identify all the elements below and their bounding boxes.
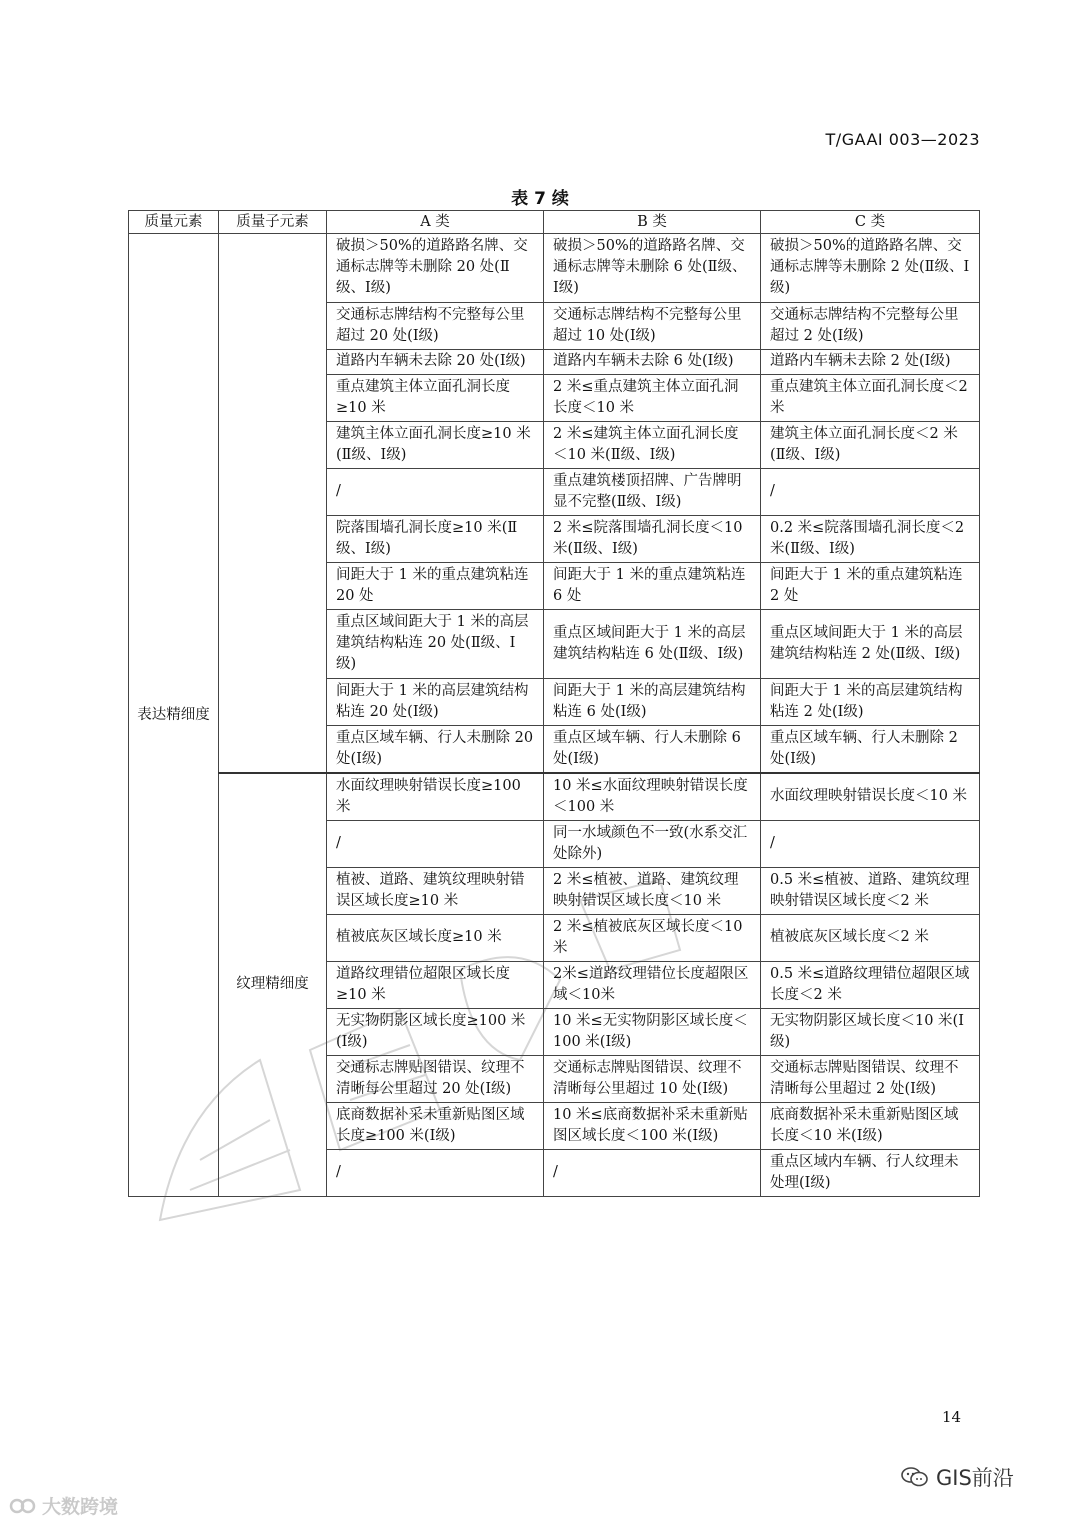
header-class-c: C 类 xyxy=(761,211,980,234)
cell-c: 交通标志牌结构不完整每公里超过 2 处(Ⅰ级) xyxy=(761,302,980,349)
cell-a: 重点区域车辆、行人未删除 20 处(Ⅰ级) xyxy=(327,725,544,773)
cell-b: 10 米≤水面纹理映射错误长度＜100 米 xyxy=(544,773,761,821)
cell-a: 植被、道路、建筑纹理映射错误区域长度≥10 米 xyxy=(327,867,544,914)
cell-a: / xyxy=(327,468,544,515)
cell-c: 0.2 米≤院落围墙孔洞长度＜2 米(Ⅱ级、Ⅰ级) xyxy=(761,515,980,562)
cell-c: 0.5 米≤植被、道路、建筑纹理映射错误区域长度＜2 米 xyxy=(761,867,980,914)
table-header-row xyxy=(129,211,980,234)
cell-c: 间距大于 1 米的重点建筑粘连 2 处 xyxy=(761,562,980,609)
cell-c: 建筑主体立面孔洞长度＜2 米(Ⅱ级、Ⅰ级) xyxy=(761,421,980,468)
header-class-b: B 类 xyxy=(544,211,761,234)
cell-a: 植被底灰区域长度≥10 米 xyxy=(327,914,544,961)
brand-watermark-right xyxy=(900,1462,1014,1492)
cell-c: 重点建筑主体立面孔洞长度＜2 米 xyxy=(761,374,980,421)
cell-a: 道路内车辆未去除 20 处(Ⅰ级) xyxy=(327,349,544,374)
table-row xyxy=(129,234,980,303)
cell-b: 10 米≤底商数据补采未重新贴图区域长度＜100 米(Ⅰ级) xyxy=(544,1102,761,1149)
brand-loop-icon xyxy=(8,1495,38,1517)
cell-c: 底商数据补采未重新贴图区域长度＜10 米(Ⅰ级) xyxy=(761,1102,980,1149)
cell-b: 交通标志牌贴图错误、纹理不清晰每公里超过 10 处(Ⅰ级) xyxy=(544,1055,761,1102)
cell-b: 道路内车辆未去除 6 处(Ⅰ级) xyxy=(544,349,761,374)
cell-b: / xyxy=(544,1149,761,1196)
header-quality-subelement: 质量子元素 xyxy=(219,211,327,234)
cell-b: 重点建筑楼顶招牌、广告牌明显不完整(Ⅱ级、Ⅰ级) xyxy=(544,468,761,515)
cell-a: 交通标志牌贴图错误、纹理不清晰每公里超过 20 处(Ⅰ级) xyxy=(327,1055,544,1102)
cell-b: 间距大于 1 米的重点建筑粘连 6 处 xyxy=(544,562,761,609)
cell-c: / xyxy=(761,468,980,515)
cell-b: 重点区域车辆、行人未删除 6 处(Ⅰ级) xyxy=(544,725,761,773)
cell-a: 院落围墙孔洞长度≥10 米(Ⅱ级、Ⅰ级) xyxy=(327,515,544,562)
cell-c: 交通标志牌贴图错误、纹理不清晰每公里超过 2 处(Ⅰ级) xyxy=(761,1055,980,1102)
cell-a: 间距大于 1 米的高层建筑结构粘连 20 处(Ⅰ级) xyxy=(327,678,544,725)
cell-c: 道路内车辆未去除 2 处(Ⅰ级) xyxy=(761,349,980,374)
cell-b: 重点区域间距大于 1 米的高层建筑结构粘连 6 处(Ⅱ级、Ⅰ级) xyxy=(544,609,761,678)
document-code: T/GAAI 003—2023 xyxy=(825,130,980,149)
cell-a: 底商数据补采未重新贴图区域长度≥100 米(Ⅰ级) xyxy=(327,1102,544,1149)
wechat-icon xyxy=(900,1466,930,1488)
quality-table xyxy=(128,210,980,1197)
cell-c: 重点区域内车辆、行人纹理未处理(Ⅰ级) xyxy=(761,1149,980,1196)
table-row xyxy=(129,773,980,821)
cell-c: 0.5 米≤道路纹理错位超限区域长度＜2 米 xyxy=(761,961,980,1008)
page-number: 14 xyxy=(942,1408,962,1426)
cell-b: 2 米≤重点建筑主体立面孔洞长度＜10 米 xyxy=(544,374,761,421)
texture-subelement-cell: 纹理精细度 xyxy=(219,773,327,1197)
quality-subelement-cell xyxy=(219,234,327,773)
cell-c: 破损＞50%的道路路名牌、交通标志牌等未删除 2 处(Ⅱ级、Ⅰ级) xyxy=(761,234,980,303)
cell-c: 重点区域间距大于 1 米的高层建筑结构粘连 2 处(Ⅱ级、Ⅰ级) xyxy=(761,609,980,678)
cell-a: 破损＞50%的道路路名牌、交通标志牌等未删除 20 处(Ⅱ级、Ⅰ级) xyxy=(327,234,544,303)
cell-b: 2米≤道路纹理错位长度超限区域＜10米 xyxy=(544,961,761,1008)
cell-a: 水面纹理映射错误长度≥100 米 xyxy=(327,773,544,821)
brand-watermark-left xyxy=(8,1492,118,1519)
cell-c: 植被底灰区域长度＜2 米 xyxy=(761,914,980,961)
cell-c: 水面纹理映射错误长度＜10 米 xyxy=(761,773,980,821)
cell-a: / xyxy=(327,820,544,867)
cell-a: 交通标志牌结构不完整每公里超过 20 处(Ⅰ级) xyxy=(327,302,544,349)
cell-b: 同一水域颜色不一致(水系交汇处除外) xyxy=(544,820,761,867)
cell-b: 2 米≤院落围墙孔洞长度＜10 米(Ⅱ级、Ⅰ级) xyxy=(544,515,761,562)
cell-a: 道路纹理错位超限区域长度≥10 米 xyxy=(327,961,544,1008)
brand-right-label: GIS前沿 xyxy=(936,1466,1014,1490)
cell-a: 间距大于 1 米的重点建筑粘连 20 处 xyxy=(327,562,544,609)
cell-b: 2 米≤植被、道路、建筑纹理映射错误区域长度＜10 米 xyxy=(544,867,761,914)
header-quality-element: 质量元素 xyxy=(129,211,219,234)
cell-b: 2 米≤建筑主体立面孔洞长度＜10 米(Ⅱ级、Ⅰ级) xyxy=(544,421,761,468)
cell-c: / xyxy=(761,820,980,867)
cell-a: 重点区域间距大于 1 米的高层建筑结构粘连 20 处(Ⅱ级、Ⅰ级) xyxy=(327,609,544,678)
cell-b: 破损＞50%的道路路名牌、交通标志牌等未删除 6 处(Ⅱ级、Ⅰ级) xyxy=(544,234,761,303)
brand-left-label: 大数跨境 xyxy=(42,1496,119,1518)
cell-b: 交通标志牌结构不完整每公里超过 10 处(Ⅰ级) xyxy=(544,302,761,349)
cell-b: 间距大于 1 米的高层建筑结构粘连 6 处(Ⅰ级) xyxy=(544,678,761,725)
cell-c: 无实物阴影区域长度＜10 米(Ⅰ级) xyxy=(761,1008,980,1055)
header-class-a: A 类 xyxy=(327,211,544,234)
cell-a: 重点建筑主体立面孔洞长度≥10 米 xyxy=(327,374,544,421)
cell-b: 10 米≤无实物阴影区域长度＜100 米(Ⅰ级) xyxy=(544,1008,761,1055)
cell-b: 2 米≤植被底灰区域长度＜10 米 xyxy=(544,914,761,961)
quality-element-cell: 表达精细度 xyxy=(129,234,219,1197)
cell-c: 间距大于 1 米的高层建筑结构粘连 2 处(Ⅰ级) xyxy=(761,678,980,725)
cell-a: 建筑主体立面孔洞长度≥10 米(Ⅱ级、Ⅰ级) xyxy=(327,421,544,468)
cell-c: 重点区域车辆、行人未删除 2 处(Ⅰ级) xyxy=(761,725,980,773)
cell-a: 无实物阴影区域长度≥100 米(Ⅰ级) xyxy=(327,1008,544,1055)
cell-a: / xyxy=(327,1149,544,1196)
table-title: 表 7 续 xyxy=(511,189,569,209)
